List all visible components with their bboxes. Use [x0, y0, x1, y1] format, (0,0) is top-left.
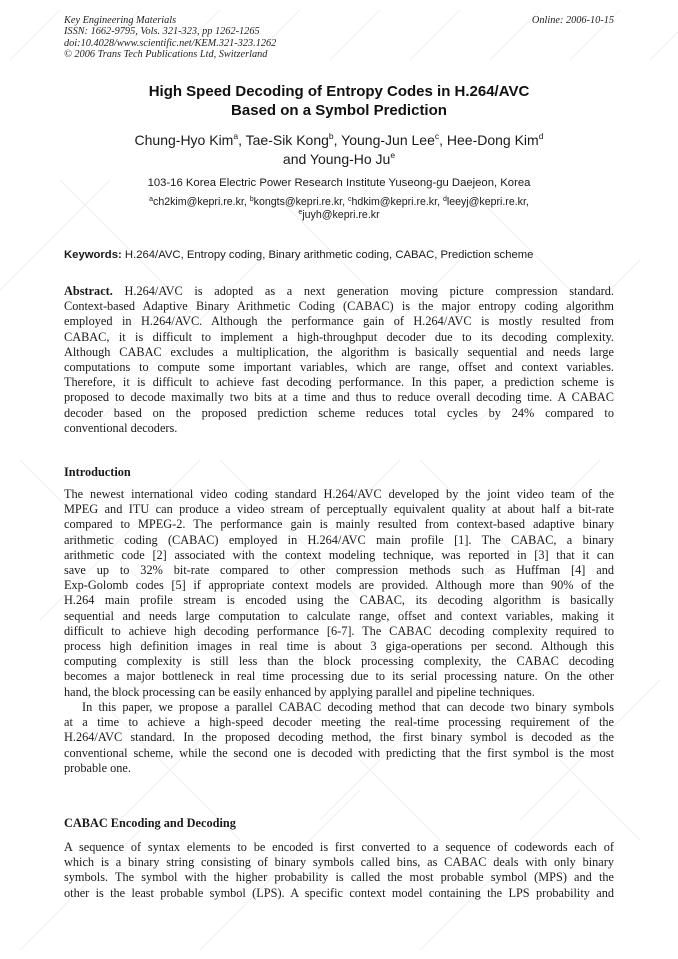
author-name: Chung-Hyo Kim	[134, 132, 234, 148]
email-address: hdkim@kepri.re.kr	[351, 196, 438, 208]
author-sup: a	[233, 131, 239, 141]
author-sup: e	[390, 150, 396, 160]
body-line: conventional scheme, while the second one is decoded with predicting that the first symbol is the most	[64, 745, 614, 760]
abstract-line: computations to compute some important variables, which are range, offset and context variables.	[64, 360, 614, 375]
body-line: difficult to achieve high decoding performance [6-7]. The CABAC decoding complexity required to	[64, 623, 614, 638]
cabac-paragraph	[64, 840, 614, 901]
body-line: MPEG and ITU can produce a video stream of perceptually equivalent quality at about half a bit-rate	[64, 502, 614, 517]
keywords	[64, 249, 533, 261]
abstract-line: conventional decoders.	[64, 420, 178, 435]
abstract-line	[64, 284, 614, 299]
author-sup: b	[328, 131, 334, 141]
body-line: computing complexity is still less than the block processing complexity, the CABAC decoding	[64, 654, 614, 669]
copyright-line: © 2006 Trans Tech Publications Ltd, Switzerland	[64, 48, 268, 60]
author-separator: ,	[333, 132, 342, 148]
author-name: Hee-Dong Kim	[446, 132, 539, 148]
email-address: leeyj@kepri.re.kr	[446, 196, 526, 208]
body-line: at a time to achieve a high-speed decoder meeting the real-time processing requirement of the	[64, 715, 614, 730]
abstract-line: CABAC, it is difficult to implement a high-throughput decoder due to its decoding complexity.	[64, 329, 614, 344]
introduction-paragraph-2	[64, 700, 614, 776]
email-list	[64, 196, 614, 222]
keywords-label: Keywords:	[64, 249, 122, 261]
body-line: other is the least probable symbol (LPS). A specific context model containing the LPS probability and	[64, 885, 614, 900]
online-date: Online: 2006-10-15	[531, 15, 614, 26]
body-line: In this paper, we propose a parallel CABAC decoding method that can decode two binary symbols	[82, 700, 614, 714]
body-line: Exp-Golomb codes [5] if appropriate context models are provided. Although more than 90% of the	[64, 578, 614, 593]
paper-title	[64, 82, 614, 120]
body-line: A sequence of syntax elements to be encoded is first converted to a sequence of codewords each of	[64, 840, 614, 854]
doi-line: doi:10.4028/www.scientific.net/KEM.321-323.1262	[64, 37, 277, 49]
email-line	[64, 209, 614, 222]
author-name: Young-Jun Lee	[341, 132, 435, 148]
email-address: kongts@kepri.re.kr	[253, 196, 343, 208]
body-line: symbols. The symbol with the higher probability is called the most probable symbol (MPS) and the	[64, 870, 614, 885]
body-line: which is a binary string consisting of binary symbols called bins, as CABAC deals with only binary	[64, 855, 614, 870]
abstract-label: Abstract.	[64, 284, 113, 298]
abstract-line: decoder based on the proposed prediction scheme reduces total cycles by 24% compared to	[64, 405, 614, 420]
title-line: High Speed Decoding of Entropy Codes in H.264/AVC	[148, 83, 530, 100]
abstract-text: H.264/AVC is adopted as a next generation moving picture compression standard.	[112, 284, 614, 298]
email-separator: ,	[525, 196, 529, 208]
affiliation: 103-16 Korea Electric Power Research Institute Yuseong-gu Daejeon, Korea	[147, 177, 531, 189]
author-sup: c	[434, 131, 440, 141]
keywords-text: H.264/AVC, Entropy coding, Binary arithmetic coding, CABAC, Prediction scheme	[121, 249, 534, 261]
email-sup: d	[442, 196, 447, 203]
email-separator: ,	[342, 196, 349, 208]
author-line	[64, 131, 614, 150]
email-address: ch2kim@kepri.re.kr	[153, 196, 244, 208]
author-sup: d	[538, 131, 544, 141]
email-sup: e	[298, 209, 303, 216]
body-line: sequential and needs large computation to calculate range, offset and context variables, making it	[64, 608, 614, 623]
body-line: process high definition images in real time is about 3 giga-operations per second. Although this	[64, 639, 614, 654]
abstract-line: proposed to decode maximally two bits at a time and thus to reduce overall decoding time. A CABAC	[64, 390, 614, 405]
author-line	[64, 150, 614, 169]
email-line	[64, 196, 614, 209]
author-prefix: and	[282, 151, 310, 167]
introduction-paragraph-1	[64, 487, 614, 700]
title-line: Based on a Symbol Prediction	[231, 102, 447, 119]
author-separator: ,	[238, 132, 246, 148]
email-sup: c	[348, 196, 352, 203]
email-sup: a	[149, 196, 154, 203]
section-heading-cabac: CABAC Encoding and Decoding	[64, 816, 236, 830]
abstract	[64, 284, 614, 436]
body-line: probable one.	[64, 760, 131, 775]
body-line: arithmetic code [2] associated with the context modeling technique, was reported in [3] that it can	[64, 547, 614, 562]
author-name: Tae-Sik Kong	[245, 132, 329, 148]
email-separator: ,	[437, 196, 443, 208]
body-line: The newest international video coding standard H.264/AVC developed by the joint video team of the	[64, 487, 614, 501]
body-line: becomes a major bottleneck in real time processing due to its serial processing nature. On the other	[64, 669, 614, 684]
email-sup: b	[249, 196, 254, 203]
section-heading-introduction: Introduction	[64, 465, 131, 479]
journal-metadata	[64, 15, 276, 60]
author-name: Young-Ho Ju	[309, 151, 391, 167]
author-list	[64, 131, 614, 169]
abstract-line: employed in H.264/AVC. Although the performance gain of H.264/AVC is mostly resulted from	[64, 314, 614, 329]
abstract-line: Therefore, it is difficult to achieve fast decoding performance. In this paper, a prediction scheme is	[64, 375, 614, 390]
abstract-line: Context-based Adaptive Binary Arithmetic Coding (CABAC) is the major entropy coding algorithm	[64, 299, 614, 314]
email-separator: ,	[243, 196, 250, 208]
author-separator: ,	[439, 132, 447, 148]
email-address: juyh@kepri.re.kr	[302, 209, 380, 221]
abstract-line: Although CABAC excludes a multiplication, the algorithm is basically sequential and needs large	[64, 344, 614, 359]
journal-name: Key Engineering Materials	[64, 15, 177, 26]
body-line: compared to MPEG-2. The performance gain is mainly resulted from context-based adaptive binary	[64, 517, 614, 532]
issn-line: ISSN: 1662-9795, Vols. 321-323, pp 1262-1265	[64, 26, 260, 38]
body-line: H.264 main profile stream is encoded using the CABAC, its decoding algorithm is basically	[64, 593, 614, 608]
body-line: arithmetic coding (CABAC) employed in H.264/AVC main profile [1]. The CABAC, a binary	[64, 532, 614, 547]
body-line: hand, the block processing can be easily enhanced by applying parallel and pipeline techniques.	[64, 684, 535, 699]
body-line: H.264/AVC standard. In the proposed decoding method, the first binary symbol is decoded as the	[64, 730, 614, 745]
body-line: save up to 32% bit-rate compared to other compression methods such as Huffman [4] and	[64, 563, 614, 578]
